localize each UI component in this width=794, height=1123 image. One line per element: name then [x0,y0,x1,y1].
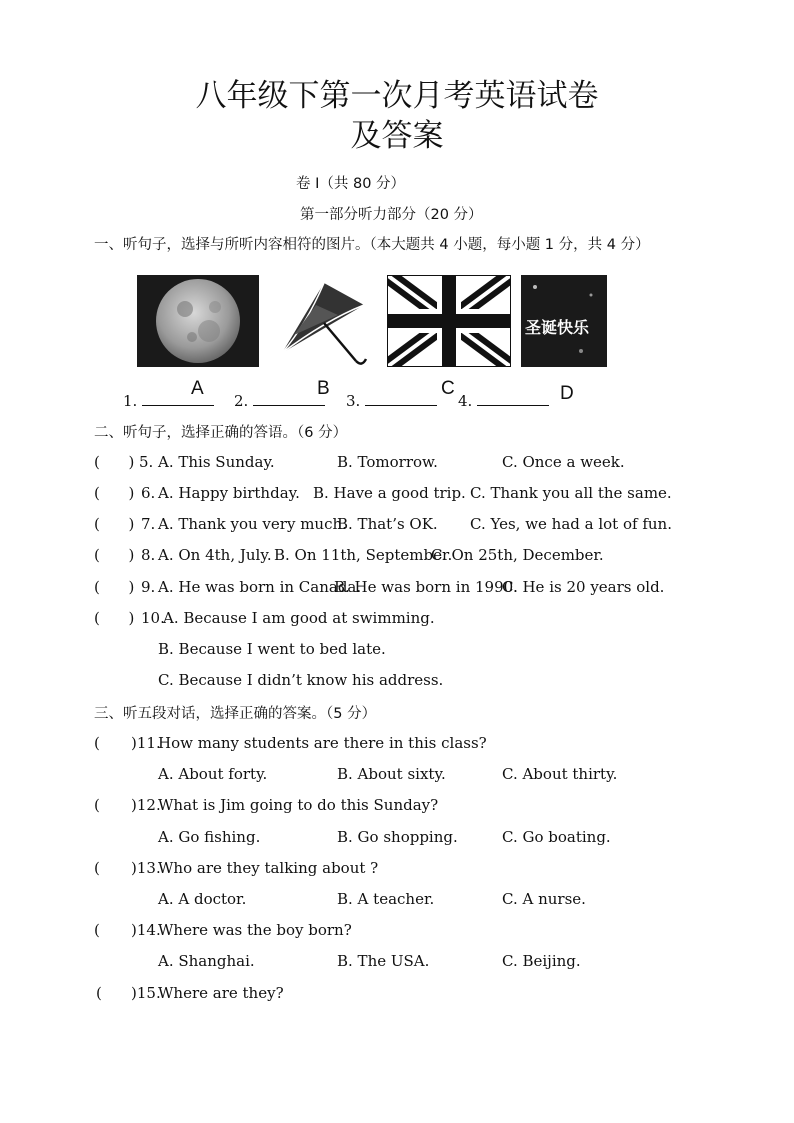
moon-icon [137,275,259,367]
option-a: A. Happy birthday. [158,484,300,502]
question-number: )13. [131,859,161,877]
part-label: 第一部分听力部分（20 分） [300,207,483,223]
question-text: Where was the boy born? [158,921,352,939]
umbrella-picture [276,275,372,367]
option-b: B. The USA. [337,952,430,970]
question-text: Where are they? [158,984,284,1002]
option-a: A. Go fishing. [158,828,261,846]
answer-bracket-5[interactable]: ( ) [94,453,135,471]
option-b: B. Have a good trip. [313,484,466,502]
option-c: C. Once a week. [502,453,625,471]
option-c: C. A nurse. [502,890,586,908]
option-b: B. He was born in 1990. [334,578,518,596]
answer-bracket-6[interactable]: ( ) [94,484,135,502]
option-b: B. On 11th, September. [274,546,453,564]
section1-instruction: 一、听句子，选择与所听内容相符的图片。（本大题共 4 小题，每小题 1 分，共 4 分） [94,237,650,253]
option-b: B. About sixty. [337,765,446,783]
picture-letter-c: C [441,378,455,399]
question-number: 8. [141,546,156,564]
option-c: C. Because I didn’t know his address. [158,671,444,689]
answer-bracket-11[interactable]: ( [94,734,100,752]
option-b: B. A teacher. [337,890,435,908]
moon-picture [137,275,259,367]
picture-letter-a: A [191,378,204,399]
umbrella-icon [276,275,372,367]
exam-title: 八年级下第一次月考英语试卷 [195,78,599,114]
blank-1[interactable]: 1. [123,391,214,410]
section3-instruction: 三、听五段对话，选择正确的答案。（5 分） [94,706,377,722]
paper-label: 卷 I（共 80 分） [296,176,406,192]
christmas-card-text: 圣诞快乐 [525,318,590,337]
question-text: How many students are there in this class? [158,734,487,752]
option-a: A. About forty. [158,765,268,783]
option-b: B. Tomorrow. [337,453,438,471]
question-number: 7. [141,515,156,533]
flag-picture [387,275,511,367]
question-number: )11. [131,734,161,752]
question-text: What is Jim going to do this Sunday? [158,796,439,814]
question-number: )12. [131,796,161,814]
option-b: B. Go shopping. [337,828,458,846]
exam-title-subtitle: 及答案 [350,118,444,154]
option-b: B. Because I went to bed late. [158,640,386,658]
blank-3[interactable]: 3. [346,391,437,410]
answer-bracket-8[interactable]: ( ) [94,546,135,564]
option-a: A. Because I am good at swimming. [163,609,435,627]
union-jack-flag-icon [387,275,511,367]
christmas-card-picture [521,275,607,367]
answer-bracket-15[interactable]: ( [96,984,102,1002]
option-a: A. On 4th, July. [158,546,272,564]
option-c: C. Yes, we had a lot of fun. [470,515,672,533]
question-text: Who are they talking about ? [158,859,379,877]
option-a: A. A doctor. [158,890,247,908]
answer-bracket-10[interactable]: ( ) [94,609,135,627]
option-c: C. About thirty. [502,765,618,783]
answer-bracket-13[interactable]: ( [94,859,100,877]
option-c: C. Go boating. [502,828,611,846]
picture-letter-b: B [317,378,330,399]
blank-4[interactable]: 4. [458,391,549,410]
option-a: A. Thank you very much. [158,515,347,533]
answer-bracket-12[interactable]: ( [94,796,100,814]
blank-2[interactable]: 2. [234,391,325,410]
option-b: B. That’s OK. [337,515,438,533]
option-a: A. He was born in Canada. [158,578,362,596]
question-number: 9. [141,578,156,596]
question-number: 5. [139,453,154,471]
option-a: A. Shanghai. [158,952,255,970]
answer-bracket-9[interactable]: ( ) [94,578,135,596]
option-c: C. Thank you all the same. [470,484,672,502]
answer-bracket-7[interactable]: ( ) [94,515,135,533]
section2-instruction: 二、听句子，选择正确的答语。（6 分） [94,425,348,441]
option-c: C. He is 20 years old. [502,578,665,596]
answer-bracket-14[interactable]: ( [94,921,100,939]
option-a: A. This Sunday. [158,453,275,471]
picture-letter-d: D [560,383,574,404]
question-number: 6. [141,484,156,502]
question-number: )15. [131,984,161,1002]
question-number: )14. [131,921,161,939]
option-c: C. On 25th, December. [431,546,604,564]
question-number: 10. [141,609,165,627]
option-c: C. Beijing. [502,952,581,970]
